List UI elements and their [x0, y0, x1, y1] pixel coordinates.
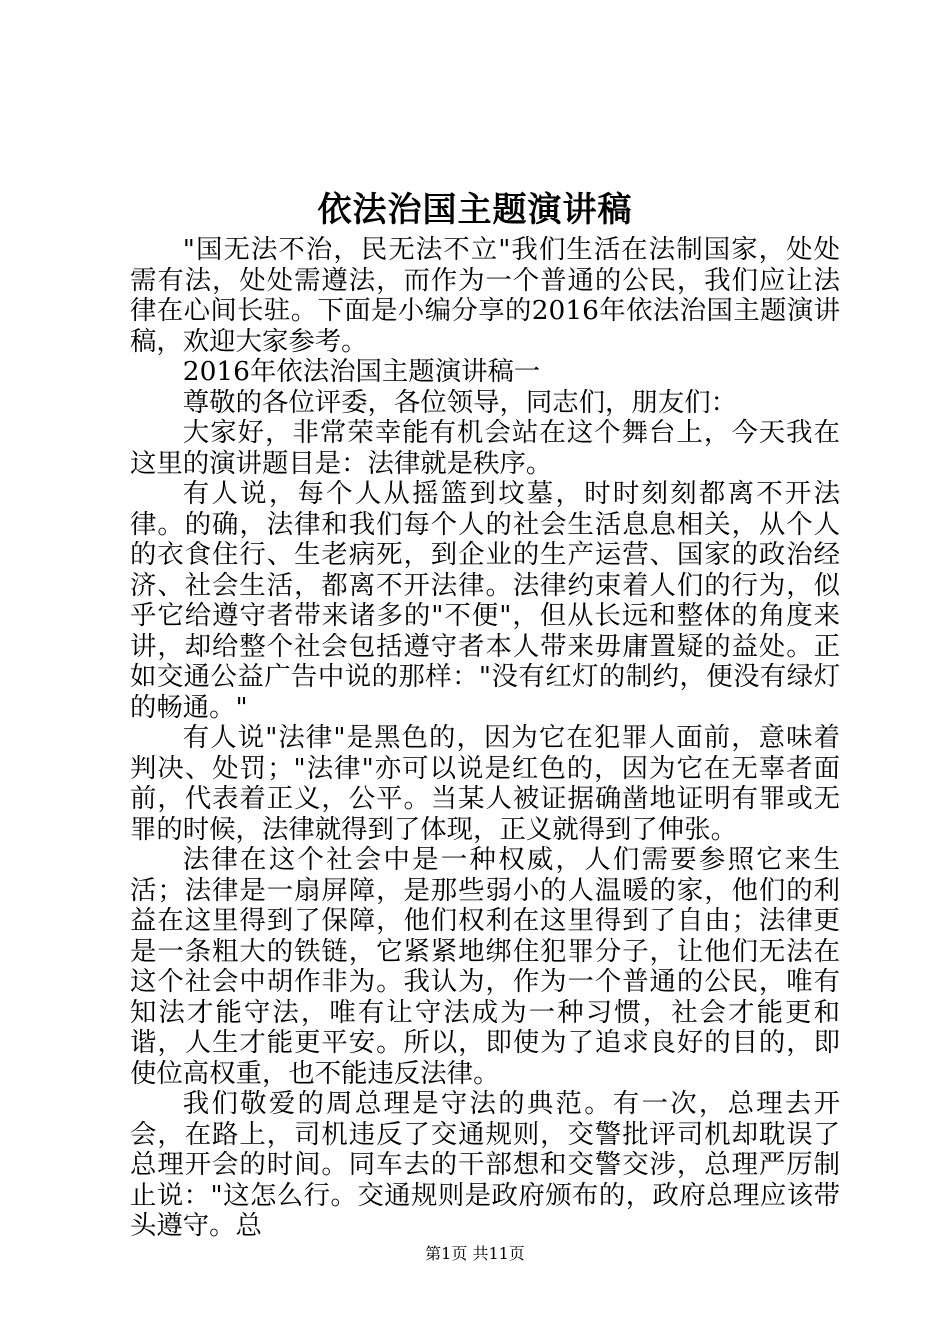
paragraph-body: 有人说"法律"是黑色的，因为它在犯罪人面前，意味着判决、处罚；"法律"亦可以说是红色的，因为它在无辜者面前，代表着正义，公平。当某人被证据确凿地证明有罪或无罪的时候，法律就得到了体现，正义就得到了伸张。: [130, 722, 840, 845]
paragraph-intro: "国无法不治，民无法不立"我们生活在法制国家，处处需有法，处处需遵法，而作为一个普通的公民，我们应让法律在心间长驻。下面是小编分享的2016年依法治国主题演讲稿，欢迎大家参考。: [130, 234, 840, 357]
page-footer: 第1页 共11页: [425, 1244, 525, 1263]
paragraph-salutation: 尊敬的各位评委，各位领导，同志们，朋友们：: [182, 386, 737, 418]
document-title: 依法治国主题演讲稿: [317, 190, 633, 230]
paragraph-body: 我们敬爱的周总理是守法的典范。有一次，总理去开会，在路上，司机违反了交通规则，交警批评司机却耽误了总理开会的时间。同车去的干部想和交警交涉，总理严厉制止说："这怎么行。交通规则是政府颁布的，政府总理应该带头遵守。总: [130, 1088, 840, 1241]
document-body: [130, 235, 840, 1242]
paragraph-heading: 2016年依法治国主题演讲稿一: [182, 356, 541, 387]
paragraph-greeting: 大家好，非常荣幸能有机会站在这个舞台上，今天我在这里的演讲题目是：法律就是秩序。: [130, 417, 840, 479]
paragraph-body: 有人说，每个人从摇篮到坟墓，时时刻刻都离不开法律。的确，法律和我们每个人的社会生活息息相关，从个人的衣食住行、生老病死，到企业的生产运营、国家的政治经济、社会生活，都离不开法律。法律约束着人们的行为，似乎它给遵守者带来诸多的"不便"，但从长远和整体的角度来讲，却给整个社会包括遵守者本人带来毋庸置疑的益处。正如交通公益广告中说的那样："没有红灯的制约，便没有绿灯的畅通。": [130, 478, 840, 723]
paragraph-body: 法律在这个社会中是一种权威，人们需要参照它来生活；法律是一扇屏障，是那些弱小的人温暖的家，他们的利益在这里得到了保障，他们权利在这里得到了自由；法律更是一条粗大的铁链，它紧紧地绑住犯罪分子，让他们无法在这个社会中胡作非为。我认为，作为一个普通的公民，唯有知法才能守法，唯有让守法成为一种习惯，社会才能更和谐，人生才能更平安。所以，即使为了追求良好的目的，即使位高权重，也不能违反法律。: [130, 844, 840, 1089]
